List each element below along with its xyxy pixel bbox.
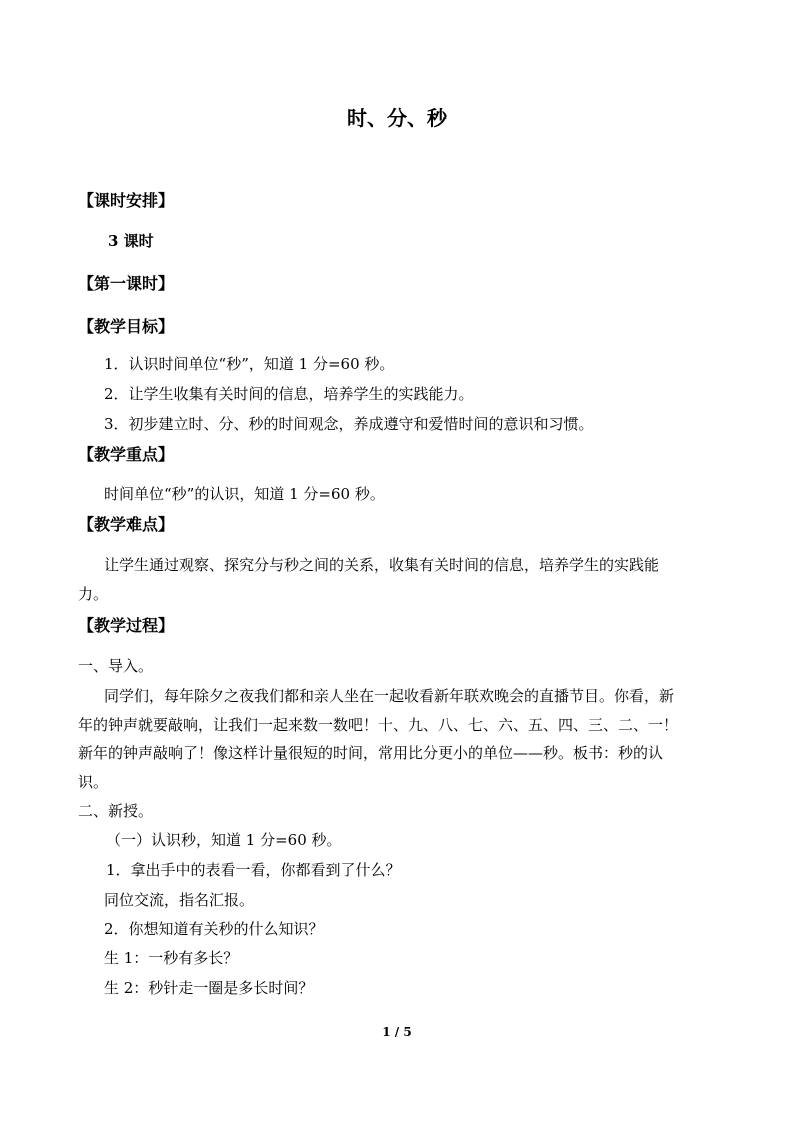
step-new-heading: 二、新授。 <box>78 802 154 820</box>
question-2: 2．你想知道有关秒的什么知识？ <box>104 920 324 938</box>
intro-paragraph-line-4: 识。 <box>78 773 109 791</box>
schedule-text <box>108 231 154 251</box>
intro-paragraph-line-3: 新年的钟声敲响了！像这样计量很短的时间，常用比分更小的单位——秒。板书：秒的认 <box>78 744 664 762</box>
difficult-point-text-line-2: 力。 <box>78 585 109 603</box>
difficult-point-text-line-1: 让学生通过观察、探究分与秒之间的关系，收集有关时间的信息，培养学生的实践能 <box>104 556 660 574</box>
step-intro-heading: 一、导入。 <box>78 657 154 675</box>
subsection-seconds: （一）认识秒，知道 1 分=60 秒。 <box>106 831 342 849</box>
heading-process: 【教学过程】 <box>78 616 175 635</box>
intro-paragraph-line-1: 同学们，每年除夕之夜我们都和亲人坐在一起收看新年联欢晚会的直播节目。你看，新 <box>104 687 675 705</box>
question-1-note: 同位交流，指名汇报。 <box>104 891 255 909</box>
page-number: 1 / 5 <box>382 1025 412 1039</box>
schedule-count: 3 课时 <box>108 232 154 250</box>
key-point-text: 时间单位“秒”的认识，知道 1 分=60 秒。 <box>104 485 385 503</box>
heading-key-point: 【教学重点】 <box>78 445 175 464</box>
heading-difficult-point: 【教学难点】 <box>78 515 175 534</box>
student-answer-1: 生 1：一秒有多长？ <box>104 949 239 967</box>
intro-paragraph-line-2: 年的钟声就要敲响，让我们一起来数一数吧！十、九、八、七、六、五、四、三、二、一！ <box>78 716 679 734</box>
heading-goals: 【教学目标】 <box>78 317 175 336</box>
question-1: 1．拿出手中的表看一看，你都看到了什么？ <box>106 861 401 879</box>
student-answer-2: 生 2：秒针走一圈是多长时间？ <box>104 979 314 997</box>
goal-item-2: 2．让学生收集有关时间的信息，培养学生的实践能力。 <box>104 385 474 403</box>
document-title: 时、分、秒 <box>347 106 447 130</box>
goal-item-1: 1．认识时间单位“秒”，知道 1 分=60 秒。 <box>104 355 395 373</box>
heading-first-lesson: 【第一课时】 <box>78 274 175 293</box>
heading-schedule: 【课时安排】 <box>78 191 175 210</box>
goal-item-3: 3．初步建立时、分、秒的时间观念，养成遵守和爱惜时间的意识和习惯。 <box>104 415 594 433</box>
